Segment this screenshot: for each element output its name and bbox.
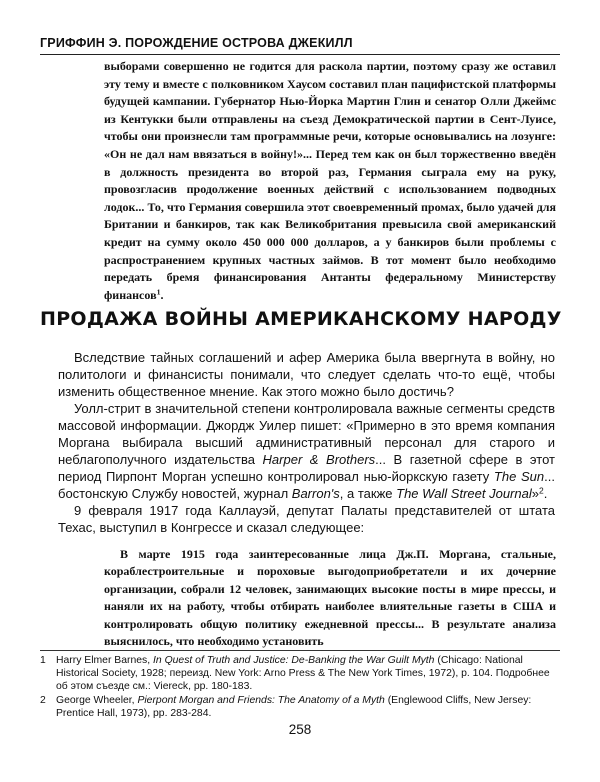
page-number: 258 [288, 722, 312, 737]
p2-title-sun: The Sun [493, 469, 545, 484]
quote-continuation [104, 58, 556, 304]
paragraph-3: 9 февраля 1917 года Каллауэй, депутат Палаты представителей от штата Техас, выступил в Конгрессе и сказал следующее: [58, 503, 555, 535]
paragraph-1: Вследствие тайных соглашений и афер Америка была ввергнута в войну, но политологи и финансисты понимали, что следует сделать что-то ещё, чтобы изменить общественное мнение. Как этого можно было достичь? [58, 350, 555, 399]
section-title: ПРОДАЖА ВОЙНЫ АМЕРИКАНСКОМУ НАРОДУ [40, 308, 562, 330]
body-text [58, 349, 555, 536]
p2-text: ... бостонскую Службу новостей, журнал [58, 469, 555, 501]
quote-end-period: . [160, 287, 164, 302]
p2-text: ... В газетной сфере в этот период Пирпонт Морган успешно контролировал нью-йоркскую газету [58, 452, 555, 484]
quote-continuation-text: выборами совершенно не годится для раскола партии, поэтому сразу же оставил эту тему и вместе с полковником Хаусом составил план пацифистской платформы будущей кампании. Губернатор Нью-Йорка Мартин Глин и сенатор Олли Джеймс из Кентукки были отправлены на съезд Демократической партии в Сент-Луисе, чтобы они произнесли там программные речи, которые основывались на лозунге: «Он не дал нам ввязаться в войну!»... Перед тем как он был торжественно введён в должность президента во второй раз, Германия сыграла ему на руку, провозгласив продолжение военных действий с использованием подводных лодок... То, что Германия совершила этот своевременный промах, было удачей для Британии и банкиров, так как Великобритания превысила свой американский кредит на сумму около 450 000 000 долларов, а у банкиров были проблемы с распространением крупных частных займов. В тот момент было необходимо передать бремя финансирования Антанты федеральному Министерству финансов [104, 59, 556, 302]
p2-text: » [531, 486, 539, 501]
paragraph-2 [58, 400, 555, 502]
p2-title-wsj: The Wall Street Journal [396, 486, 532, 501]
footnote-rule [40, 650, 560, 651]
footnote-text: George Wheeler, [56, 694, 138, 706]
quote-block: В марте 1915 года заинтересованные лица Дж.П. Моргана, стальные, кораблестроительные и пороховые выгодоприобретатели и их дочерние организации, собрали 12 человек, занимающих высокие посты в мире прессы, и наняли их на работу, чтобы отбирать наиболее влиятельные газеты в США и контролировать общую политику ежедневной прессы... В результате анализа выяснилось, что необходимо установить [104, 547, 556, 649]
p2-text: Уолл-стрит в значительной степени контролировала важные сегменты средств массовой информации. Джордж Уилер пишет: «Примерно в это время компания Моргана выбирала высший административный персонал для старого и неблагополучного издательства [58, 401, 555, 467]
footnote-text: Harry Elmer Barnes, [56, 655, 154, 666]
footnote-2 [40, 694, 558, 720]
footnote-ref-1[interactable]: 1 [156, 287, 161, 297]
header-rule [40, 54, 560, 55]
footnote-title: In Quest of Truth and Justice: De-Banking the War Guilt Myth [153, 655, 435, 666]
footnote-text: (Englewood Cliffs, New Jersey: Prentice Hall, 1973), pp. 283-284. [56, 694, 532, 719]
running-header: ГРИФФИН Э. ПОРОЖДЕНИЕ ОСТРОВА ДЖЕКИЛЛ [40, 36, 353, 50]
footnote-1 [40, 654, 558, 694]
footnote-text: (Chicago: National Historical Society, 1928; переизд. New York: Arno Press & The New York Times, 1972), p. 104. Подробнее об этом съезде см.: Viereck, pp. 180-183. [56, 655, 550, 693]
p2-text: , а также [339, 486, 397, 501]
p2-text: . [543, 486, 548, 501]
footnote-ref-2[interactable]: 2 [538, 485, 544, 496]
p2-title-harper: Harper & Brothers [262, 452, 376, 467]
footnote-title: Pierpont Morgan and Friends: The Anatomy of a Myth [137, 694, 385, 706]
footnotes [40, 654, 558, 720]
footnote-number: 1 [40, 655, 46, 666]
p2-title-barrons: Barron's [291, 486, 340, 501]
footnote-number: 2 [40, 694, 46, 706]
